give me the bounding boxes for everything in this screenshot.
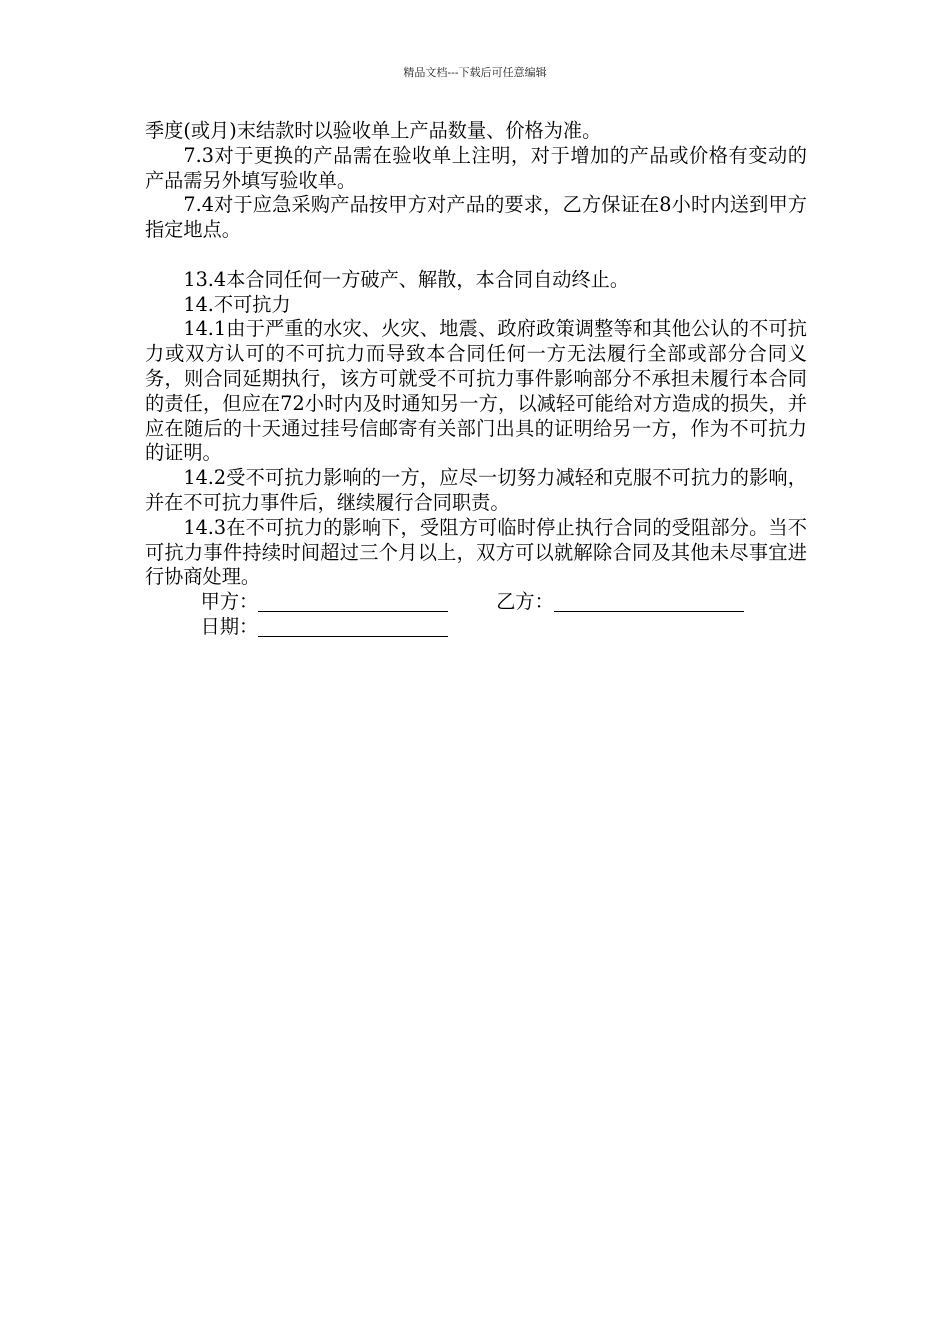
party-b-signature-blank[interactable] xyxy=(554,593,744,612)
blank-line xyxy=(145,243,807,268)
date-label: 日期： xyxy=(200,614,259,638)
paragraph-14-2: 14.2受不可抗力影响的一方，应尽一切努力减轻和克服不可抗力的影响，并在不可抗力事件后，继续履行合同职责。 xyxy=(145,466,807,514)
section-heading-force-majeure: 14.不可抗力 xyxy=(183,292,291,316)
date-blank[interactable] xyxy=(258,618,448,637)
party-a-signature-blank[interactable] xyxy=(258,593,448,612)
signature-date-row xyxy=(145,615,807,640)
paragraph-7-3: 7.3对于更换的产品需在验收单上注明，对于增加的产品或价格有变动的产品需另外填写验收单。 xyxy=(145,143,807,192)
paragraph-7-4: 7.4对于应急采购产品按甲方对产品的要求，乙方保证在8小时内送到甲方指定地点。 xyxy=(145,193,807,242)
page-header: 精品文档---下载后可任意编辑 xyxy=(403,66,547,79)
party-b-label: 乙方： xyxy=(496,590,554,614)
paragraph-14-1: 14.1由于严重的水灾、火灾、地震、政府政策调整等和其他公认的不可抗力或双方认可的不可抗力而导致本合同任何一方无法履行全部或部分合同义务，则合同延期执行，该方可就受不可抗力事件影响部分不承担未履行本合同的责任，但应在72小时内及时通知另一方，以减轻可能给对方造成的损失，并应在随后的十天通过挂号信邮寄有关部门出具的证明给另一方，作为不可抗力的证明。 xyxy=(145,317,807,465)
paragraph-13-4: 13.4本合同任何一方破产、解散，本合同自动终止。 xyxy=(183,267,630,291)
paragraph-settlement: 季度(或月)末结款时以验收单上产品数量、价格为准。 xyxy=(145,119,602,142)
party-a-label: 甲方： xyxy=(200,590,259,614)
signature-parties-row xyxy=(145,590,807,615)
document-body xyxy=(145,119,807,640)
paragraph-14-3: 14.3在不可抗力的影响下，受阻方可临时停止执行合同的受阻部分。当不可抗力事件持续时间超过三个月以上，双方可以就解除合同及其他未尽事宜进行协商处理。 xyxy=(145,515,807,589)
